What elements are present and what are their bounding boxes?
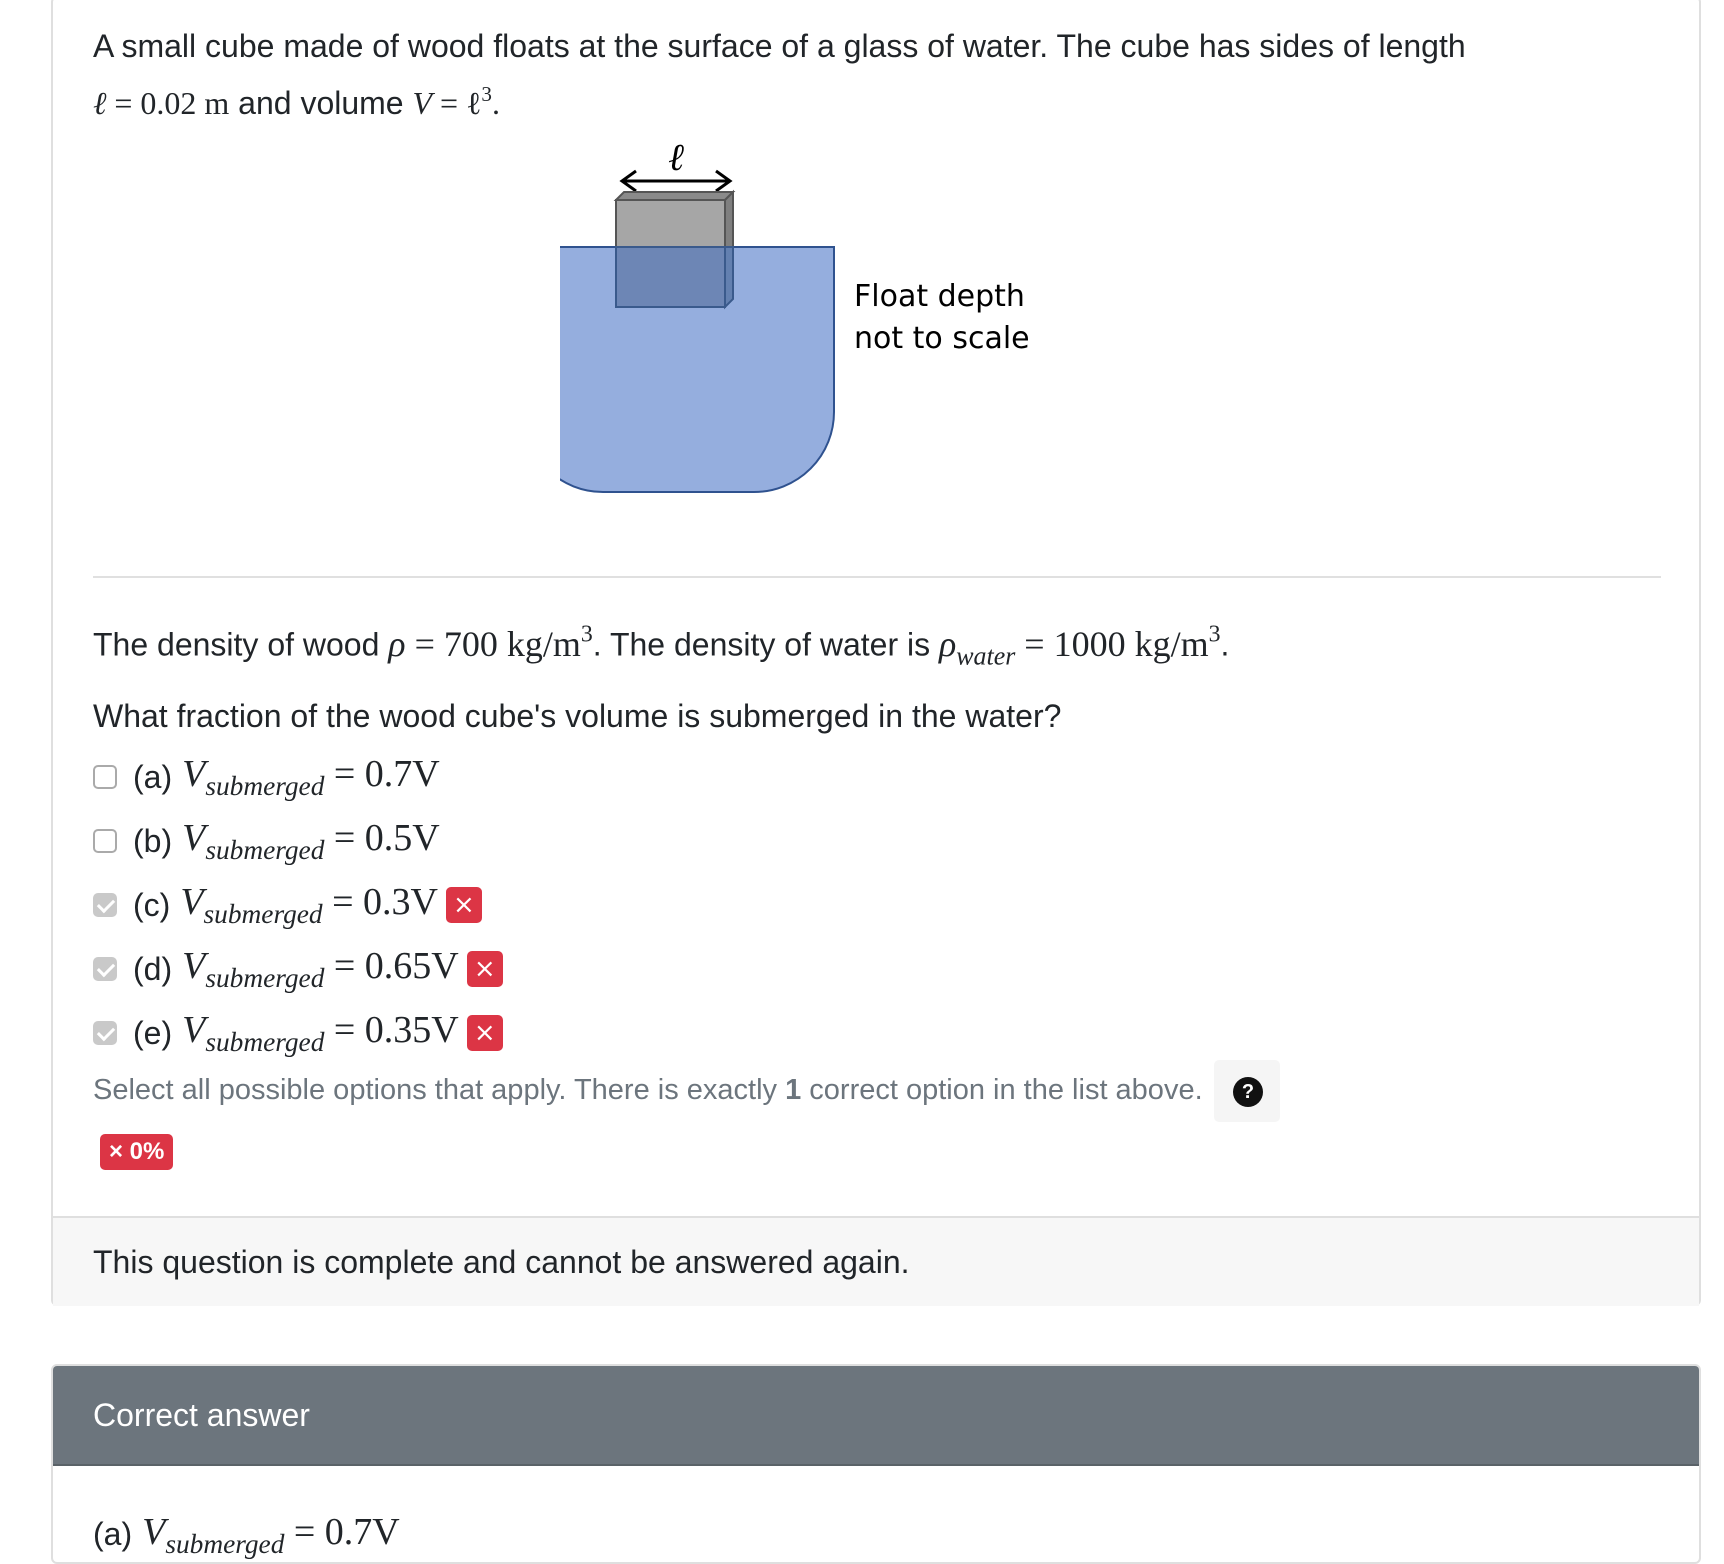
question-prompt: What fraction of the wood cube's volume is submerged in the water?	[93, 698, 1062, 734]
option-c[interactable]: (c) $V_{submerged} = 0.3V$ ×	[93, 880, 482, 930]
score-badge: × 0%	[100, 1134, 173, 1170]
option-e-checkbox[interactable]	[93, 1021, 117, 1045]
divider	[93, 576, 1661, 578]
note-line1: Float depth	[854, 279, 1025, 314]
correct-answer: (a) $V_{submerged} = 0.7V$	[93, 1511, 400, 1559]
length-math: ℓ = 0.02 m	[93, 85, 230, 122]
question-mark-icon: ?	[1233, 1077, 1263, 1107]
note-line2: not to scale	[854, 321, 1030, 356]
length-label: ℓ	[668, 140, 684, 179]
intro-and: and volume	[238, 85, 404, 122]
option-b[interactable]: (b) $V_{submerged} = 0.5V$	[93, 816, 440, 866]
help-button[interactable]	[1214, 1060, 1280, 1122]
option-a-checkbox[interactable]	[93, 765, 117, 789]
complete-message: This question is complete and cannot be answered again.	[93, 1244, 910, 1280]
density-statement: The density of wood ρ = 700 $kg/m^3$. The density of water is $\rho_{water} = 1000$ $kg/m^3$.	[93, 621, 1230, 670]
intro-text: A small cube made of wood floats at the surface of a glass of water. The cube has sides of length	[93, 28, 1466, 64]
correct-answer-header: Correct answer	[53, 1366, 1699, 1464]
correct-answer-card	[51, 1364, 1701, 1564]
help-text: Select all possible options that apply. There is exactly 1 correct option in the list above.	[93, 1074, 1203, 1106]
option-d-checkbox[interactable]	[93, 957, 117, 981]
wrong-mark-icon: ×	[446, 887, 482, 923]
cube-top-face	[616, 192, 733, 200]
option-b-checkbox[interactable]	[93, 829, 117, 853]
option-e[interactable]: (e) $V_{submerged} = 0.35V$ ×	[93, 1008, 503, 1058]
option-a[interactable]: (a) $V_{submerged} = 0.7V$	[93, 752, 440, 802]
option-d[interactable]: (d) $V_{submerged} = 0.65V$ ×	[93, 944, 503, 994]
wrong-mark-icon: ×	[467, 951, 503, 987]
cube-in-water-diagram	[560, 140, 1080, 560]
option-c-checkbox[interactable]	[93, 893, 117, 917]
question-footer	[53, 1216, 1699, 1306]
question-intro	[93, 22, 1466, 127]
volume-math: V = ℓ$^3$.	[412, 82, 500, 122]
wrong-mark-icon: ×	[467, 1015, 503, 1051]
submerged-cube	[616, 247, 725, 307]
